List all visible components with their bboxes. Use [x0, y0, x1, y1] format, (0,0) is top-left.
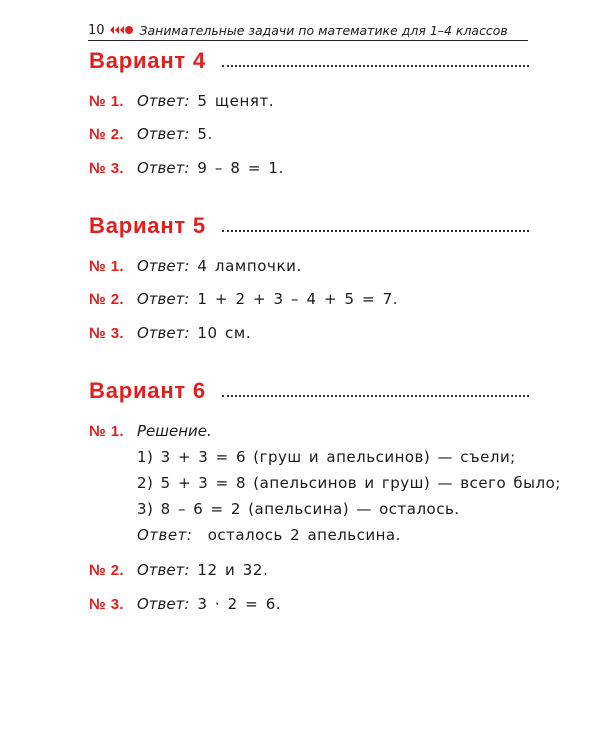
answer-text: 12 и 32. [197, 561, 269, 579]
answer-line [89, 159, 284, 177]
answer-line [89, 595, 281, 613]
problem-number: № 3. [89, 596, 124, 613]
problem-number: № 1. [89, 93, 124, 110]
answer-line [89, 125, 213, 143]
answer-text: 5. [197, 125, 213, 143]
running-header [88, 20, 528, 41]
page-number: 10 [88, 22, 105, 38]
variant-title: Вариант 5 [89, 213, 206, 238]
answer-text: 1 + 2 + 3 – 4 + 5 = 7. [197, 290, 399, 308]
answer-label: Ответ: [137, 159, 190, 177]
answer-label: Ответ: [137, 595, 190, 613]
answer-text: 9 – 8 = 1. [197, 159, 284, 177]
problem-number: № 2. [89, 562, 124, 579]
answer-label: Ответ: [137, 92, 190, 110]
solution-line [89, 422, 220, 440]
answer-text: осталось 2 апельсина. [207, 526, 401, 544]
answer-label: Ответ: [137, 290, 190, 308]
solution-answer [137, 526, 401, 544]
answer-line [89, 257, 302, 275]
answer-label: Ответ: [137, 125, 190, 143]
answer-line [89, 92, 274, 110]
problem-number: № 2. [89, 126, 124, 143]
variant-6-heading [89, 378, 529, 404]
answer-text: 5 щенят. [197, 92, 275, 110]
solution-step: 3) 8 – 6 = 2 (апельсина) — осталось. [137, 500, 460, 518]
dotted-leader [222, 395, 529, 397]
answer-label: Ответ: [137, 257, 190, 275]
variant-title: Вариант 4 [89, 48, 206, 73]
answer-label: Ответ: [137, 561, 190, 579]
answer-label: Ответ: [137, 324, 190, 342]
problem-number: № 3. [89, 160, 124, 177]
answer-text: 3 · 2 = 6. [197, 595, 282, 613]
problem-number: № 1. [89, 423, 124, 440]
dotted-leader [222, 230, 529, 232]
solution-step: 2) 5 + 3 = 8 (апельсинов и груш) — всего было; [137, 474, 561, 492]
dotted-leader [222, 65, 529, 67]
arrows-icon [110, 24, 134, 36]
solution-label: Решение. [137, 422, 212, 440]
answer-text: 10 см. [197, 324, 252, 342]
solution-step: 1) 3 + 3 = 6 (груш и апельсинов) — съели; [137, 448, 516, 466]
answer-text: 4 лампочки. [197, 257, 302, 275]
answer-line [89, 561, 268, 579]
problem-number: № 2. [89, 291, 124, 308]
answer-line [89, 290, 398, 308]
variant-title: Вариант 6 [89, 378, 206, 403]
variant-4-heading [89, 48, 529, 74]
answer-label: Ответ: [137, 526, 193, 544]
answer-line [89, 324, 251, 342]
variant-5-heading [89, 213, 529, 239]
problem-number: № 1. [89, 258, 124, 275]
problem-number: № 3. [89, 325, 124, 342]
book-title: Занимательные задачи по математике для 1–4 классов [139, 22, 508, 38]
